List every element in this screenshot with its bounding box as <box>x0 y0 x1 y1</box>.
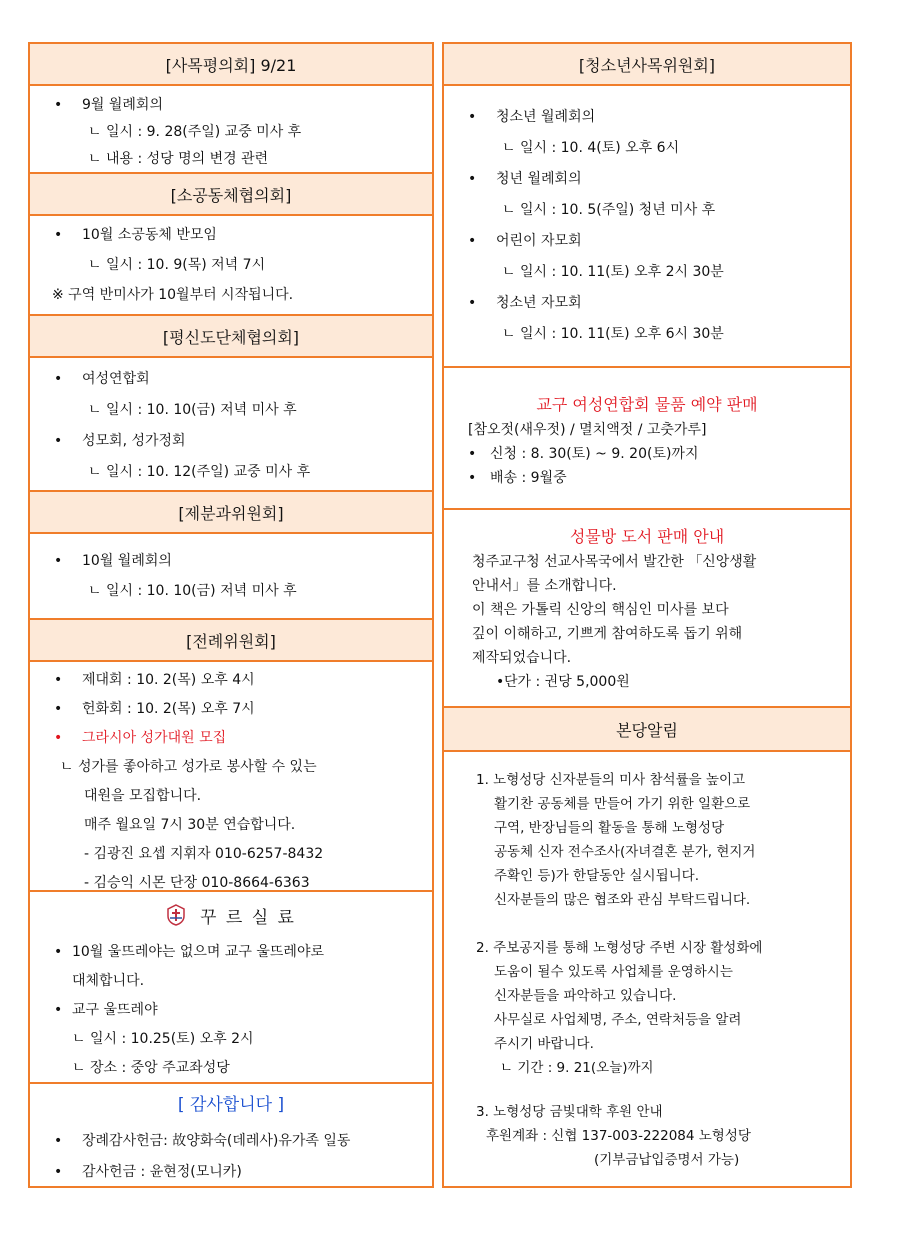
list-sub: ㄴ 일시 : 10. 9(목) 저녁 7시 <box>88 257 266 273</box>
list-item: • 청년 월례회의 <box>444 164 850 195</box>
notice-2-period: ㄴ 기간 : 9. 21(오늘)까지 <box>500 1060 654 1076</box>
section-title: 교구 여성연합회 물품 예약 판매 <box>536 395 758 414</box>
list-item: • 헌화회 : 10. 2(목) 오후 7시 <box>30 695 432 724</box>
section-title: [ 감사합니다 ] <box>177 1095 285 1115</box>
section-parish-notices <box>444 708 850 1186</box>
list-item: • 어린이 자모회 <box>444 226 850 257</box>
section-title: [청소년사목위원회] <box>444 44 850 86</box>
list-item: • 청소년 자모회 <box>444 288 850 319</box>
section-title: [소공동체협의회] <box>30 174 432 216</box>
section-title: [제분과위원회] <box>30 492 432 534</box>
contact-text: - 김승익 시몬 단장 010-8664-6363 <box>84 875 310 891</box>
section-title: 성물방 도서 판매 안내 <box>569 527 725 546</box>
choir-text: 대원을 모집합니다. <box>84 788 202 804</box>
list-item: • 10월 울뜨레야는 없으며 교구 울뜨레야로 <box>30 938 432 967</box>
list-sub: ㄴ 일시 : 10. 5(주일) 청년 미사 후 <box>502 202 716 218</box>
section-title: [사목평의회] 9/21 <box>30 44 432 86</box>
notice-1: 활기찬 공동체를 만들어 가기 위한 일환으로 <box>494 796 751 812</box>
right-column <box>442 42 852 1188</box>
list-item-cont: 대체합니다. <box>72 973 145 989</box>
notice-1: 구역, 반장님들의 활동을 통해 노형성당 <box>494 820 725 836</box>
list-item: • 장례감사헌금: 故양화숙(데레사)유가족 일동 <box>30 1126 432 1157</box>
left-column <box>28 42 434 1188</box>
list-item: • 여성연합회 <box>30 364 432 395</box>
notice-1: 주확인 등)가 한달동안 실시됩니다. <box>494 868 700 884</box>
choir-text: ㄴ 성가를 좋아하고 성가로 봉사할 수 있는 <box>60 759 317 775</box>
notice-1: 1. 노형성당 신자분들의 미사 참석률을 높이고 <box>476 772 746 788</box>
list-sub: ㄴ 일시 : 10. 4(토) 오후 6시 <box>502 140 680 156</box>
section-subcommittees <box>30 492 432 620</box>
list-item: • 10월 월례회의 <box>30 546 432 576</box>
list-sub: ㄴ 일시 : 10. 10(금) 저녁 미사 후 <box>88 583 297 599</box>
list-sub: ㄴ 일시 : 10. 11(토) 오후 6시 30분 <box>502 326 724 342</box>
list-sub: ㄴ 장소 : 중앙 주교좌성당 <box>72 1060 230 1076</box>
notice-text: ※ 구역 반미사가 10월부터 시작됩니다. <box>52 287 294 303</box>
list-sub: ㄴ 일시 : 10. 12(주일) 교중 미사 후 <box>88 464 311 480</box>
body-text: 이 책은 가톨릭 신앙의 핵심인 미사를 보다 <box>472 602 729 618</box>
product-list: [참오젓(새우젓) / 멸치액젓 / 고춧가루] <box>468 422 707 438</box>
section-laity-council <box>30 316 432 492</box>
list-item: • 감사헌금 : 윤현정(모니카) <box>30 1157 432 1188</box>
section-pastoral-council <box>30 44 432 174</box>
notice-1: 신자분들의 많은 협조와 관심 부탁드립니다. <box>494 892 751 908</box>
list-sub: ㄴ 일시 : 10. 10(금) 저녁 미사 후 <box>88 402 297 418</box>
section-small-community <box>30 174 432 316</box>
notice-2: 도움이 될수 있도록 사업체를 운영하시는 <box>494 964 733 980</box>
section-title: [평신도단체협의회] <box>30 316 432 358</box>
body-text: 청주교구청 선교사목국에서 발간한 「신앙생활 <box>472 554 757 570</box>
list-sub: ㄴ 내용 : 성당 명의 변경 관련 <box>88 151 269 167</box>
notice-2: 2. 주보공지를 통해 노형성당 주변 시장 활성화에 <box>476 940 763 956</box>
notice-3: 3. 노형성당 금빛대학 후원 안내 <box>476 1104 663 1120</box>
body-text: 제작되었습니다. <box>472 650 572 666</box>
list-item: • 청소년 월례회의 <box>444 102 850 133</box>
list-sub: ㄴ 일시 : 9. 28(주일) 교중 미사 후 <box>88 124 302 140</box>
notice-2: 주시기 바랍니다. <box>494 1036 594 1052</box>
list-item: • 교구 울뜨레야 <box>30 996 432 1025</box>
list-item: • 성모회, 성가정회 <box>30 426 432 457</box>
list-item-highlight: • 그라시아 성가대원 모집 <box>30 724 432 753</box>
notice-1: 공동체 신자 전수조사(자녀결혼 분가, 현지거 <box>494 844 756 860</box>
notice-2: 사무실로 사업체명, 주소, 연락처등을 알려 <box>494 1012 742 1028</box>
section-youth <box>444 44 850 368</box>
list-item: • 제대회 : 10. 2(목) 오후 4시 <box>30 666 432 695</box>
section-bookstore <box>444 510 850 708</box>
section-cursillo <box>30 892 432 1084</box>
section-thanks <box>30 1084 432 1184</box>
notice-3-receipt: (기부금납입증명서 가능) <box>594 1152 740 1168</box>
contact-text: - 김광진 요셉 지휘자 010-6257-8432 <box>84 846 324 862</box>
section-liturgy <box>30 620 432 892</box>
body-text: 깊이 이해하고, 기쁘게 참여하도록 돕기 위해 <box>472 626 743 642</box>
price-item: • 단가 : 권당 5,000원 <box>472 670 850 694</box>
section-title: [전례위원회] <box>30 620 432 662</box>
list-item: • 10월 소공동체 반모임 <box>30 220 432 250</box>
body-text: 안내서」를 소개합니다. <box>472 578 617 594</box>
notice-3-account: 후원계좌 : 신협 137-003-222084 노형성당 <box>486 1128 751 1144</box>
section-title: 본당알림 <box>444 708 850 752</box>
list-item: • 배송 : 9월중 <box>444 466 850 490</box>
cursillo-emblem-icon <box>166 904 186 926</box>
section-title: 꾸 르 실 료 <box>200 907 296 928</box>
list-item: • 신청 : 8. 30(토) ~ 9. 20(토)까지 <box>444 442 850 466</box>
list-sub: ㄴ 일시 : 10. 11(토) 오후 2시 30분 <box>502 264 724 280</box>
section-women-sale <box>444 368 850 510</box>
choir-text: 매주 월요일 7시 30분 연습합니다. <box>84 817 296 833</box>
notice-2: 신자분들을 파악하고 있습니다. <box>494 988 677 1004</box>
list-item: • 9월 월례회의 <box>30 92 432 119</box>
list-sub: ㄴ 일시 : 10.25(토) 오후 2시 <box>72 1031 254 1047</box>
